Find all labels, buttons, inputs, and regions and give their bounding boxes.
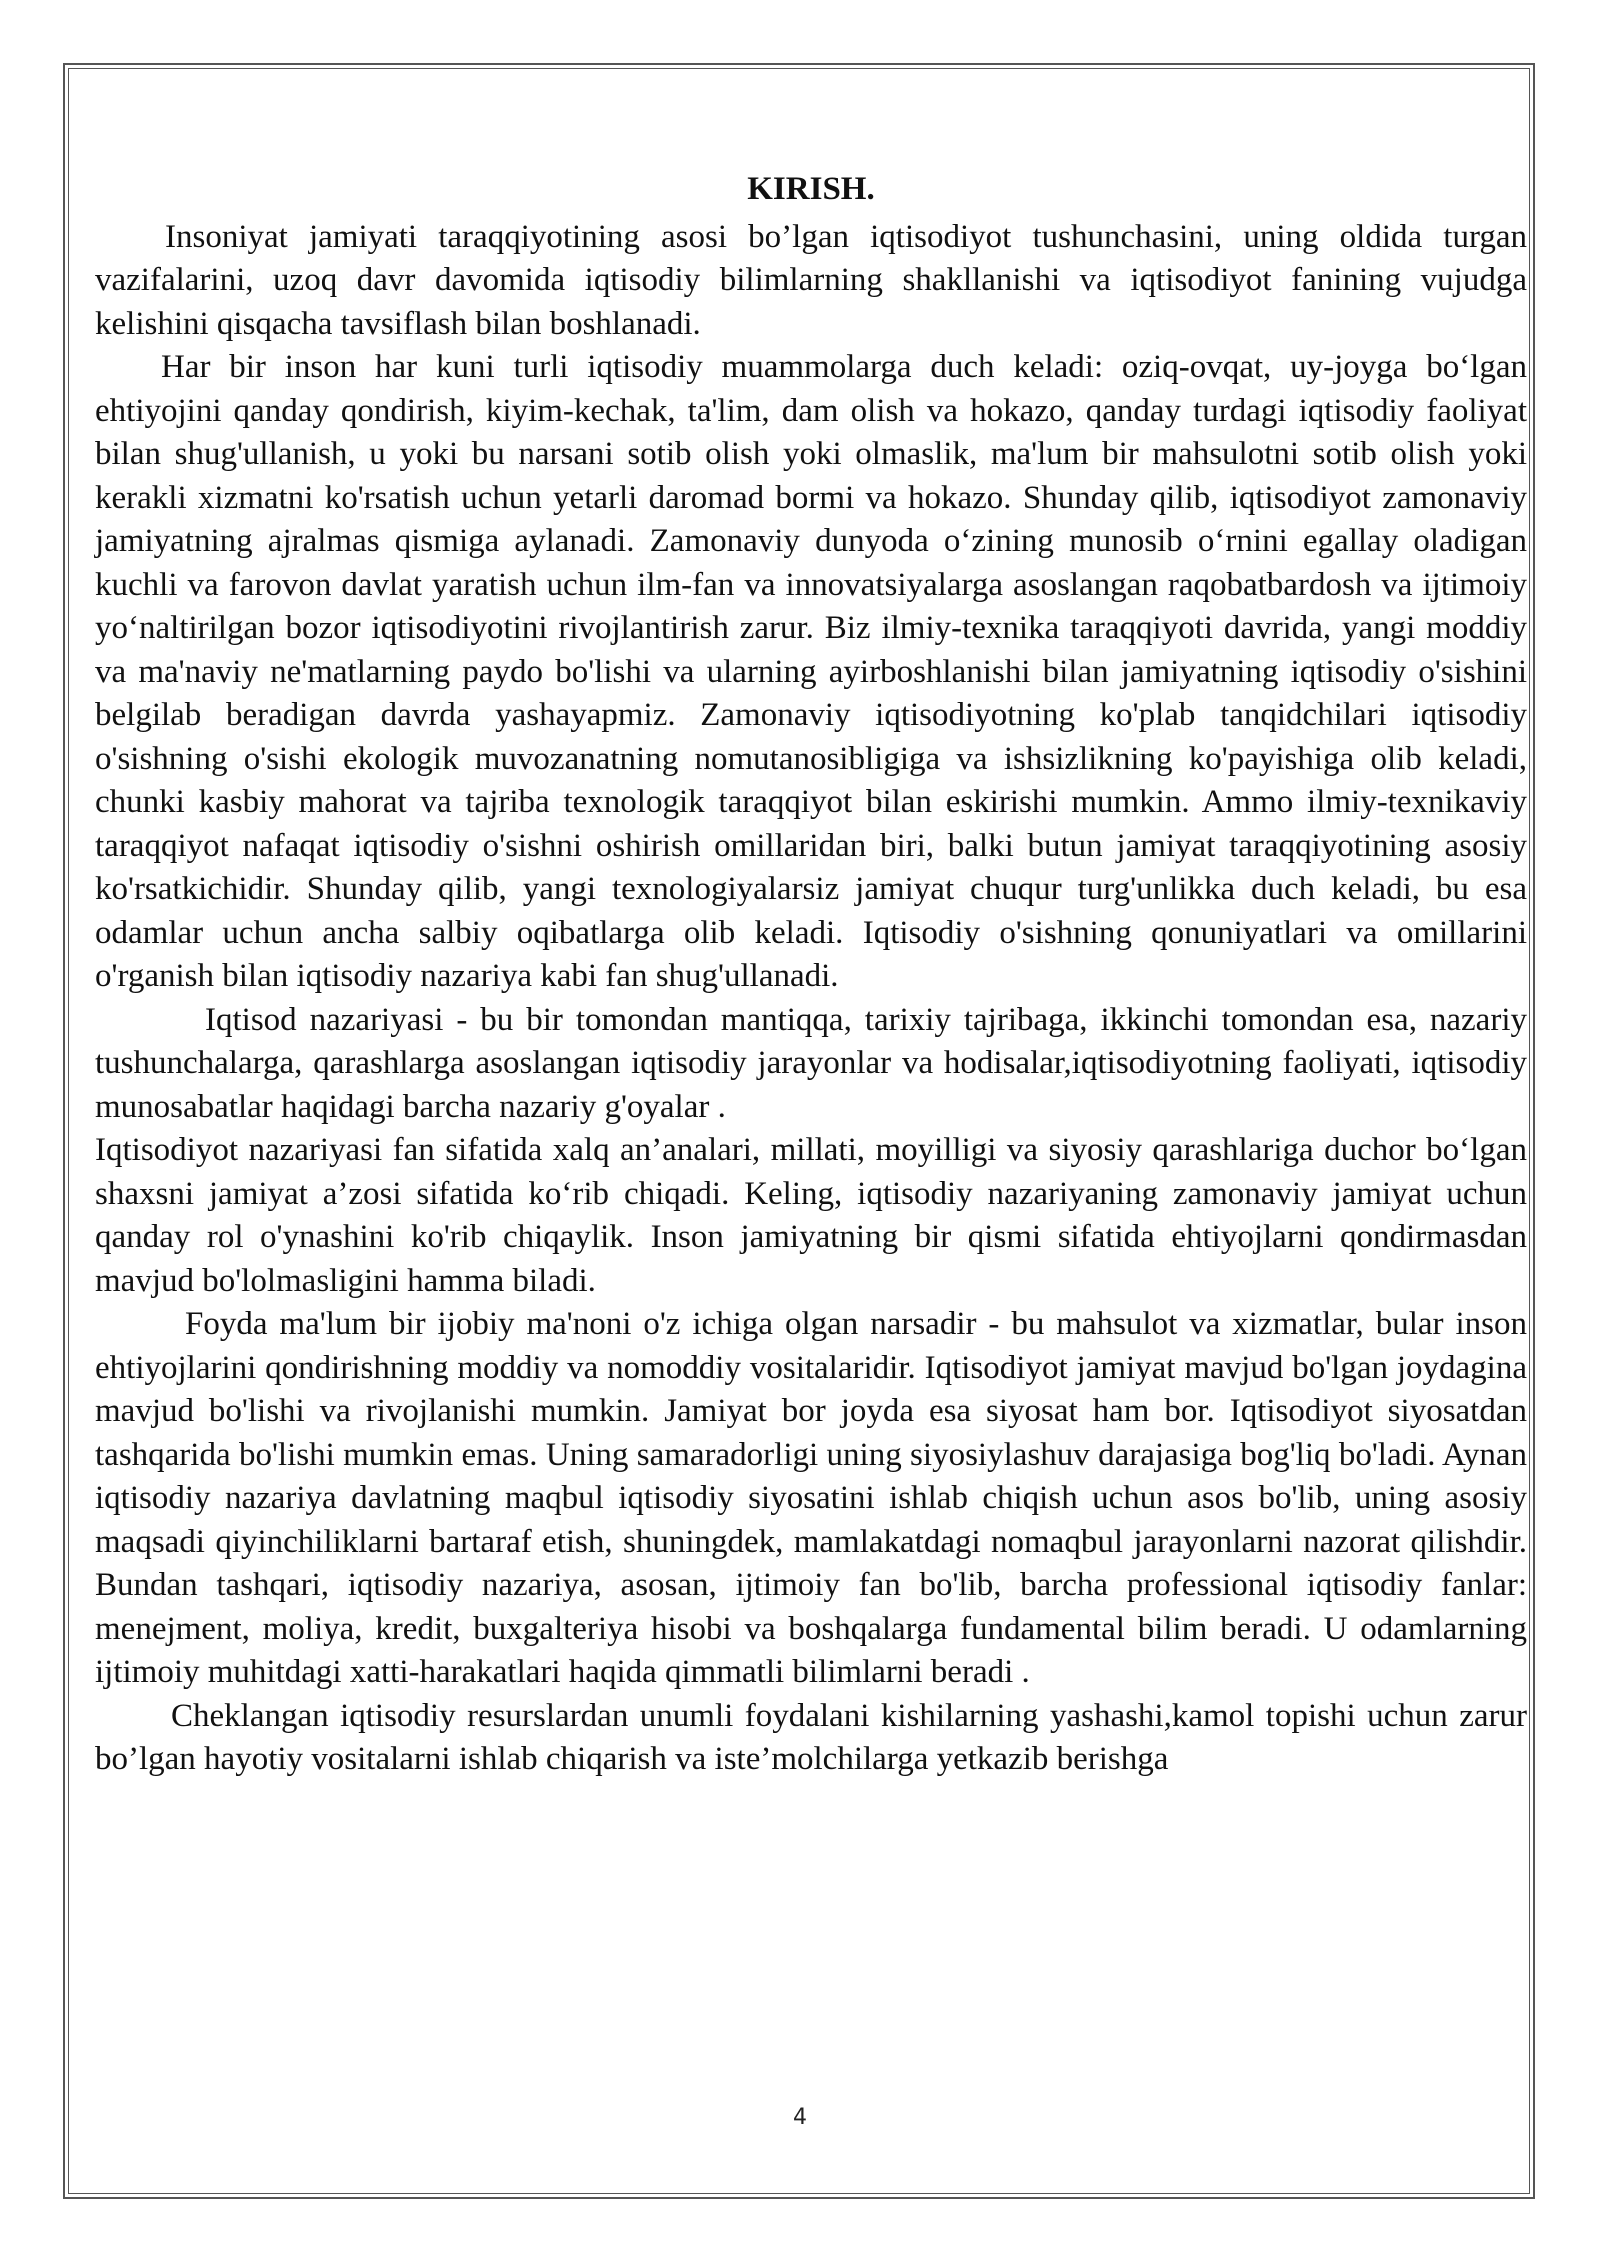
paragraph-economic-theory-definition: Iqtisod nazariyasi - bu bir tomondan mantiqqa, tarixiy tajribaga, ikkinchi tomondan esa, nazariy tushunchalarga, qarashlarga asoslangan iqtisodiy jarayonlar va hodisalar,iqtisodiyotning faoliyati, iqtisodiy munosabatlar haqidagi barcha nazariy g'oyalar . (95, 1001, 1527, 1125)
page-title: KIRISH. (747, 171, 875, 207)
paragraph-economic-problems: Har bir inson har kuni turli iqtisodiy muammolarga duch keladi: oziq-ovqat, uy-joyga bo‘lgan ehtiyojini qanday qondirish, kiyim-kechak, ta'lim, dam olish va hokazo, qanday turdagi iqtisodiy faoliyat bilan shug'ullanish, u yoki bu narsani sotib olish yoki olmaslik, ma'lum bir mahsulotni sotib olish yoki kerakli xizmatni ko'rsatish uchun yetarli daromad bormi va hokazo. Shunday qilib, iqtisodiyot zamonaviy jamiyatning ajralmas qismiga aylanadi. Zamonaviy dunyoda o‘zining munosib o‘rnini egallay oladigan kuchli va farovon davlat yaratish uchun ilm-fan va innovatsiyalarga asoslangan raqobatbardosh va ijtimoiy yo‘naltirilgan bozor iqtisodiyotini rivojlantirish zarur. Biz ilmiy-texnika taraqqiyoti davrida, yangi moddiy va ma'naviy ne'matlarning paydo bo'lishi va ularning ayirboshlanishi bilan jamiyatning iqtisodiy o'sishini belgilab beradigan davrda yashayapmiz. Zamonaviy iqtisodiyotning ko'plab tanqidchilari iqtisodiy o'sishning o'sishi ekologik muvozanatning nomutanosibligiga va ishsizlikning ko'payishiga olib keladi, chunki kasbiy mahorat va tajriba texnologik taraqqiyot bilan eskirishi mumkin. Ammo ilmiy-texnikaviy taraqqiyot nafaqat iqtisodiy o'sishni oshirish omillaridan biri, balki butun jamiyat taraqqiyotining asosiy ko'rsatkichidir. Shunday qilib, yangi texnologiyalarsiz jamiyat chuqur turg'unlikka duch keladi, bu esa odamlar uchun ancha salbiy oqibatlarga olib keladi. Iqtisodiy o'sishning qonuniyatlari va omillarini o'rganish bilan iqtisodiy nazariya kabi fan shug'ullanadi. (95, 349, 1527, 994)
document-body (95, 168, 1527, 1782)
paragraph-economic-theory-role: Iqtisodiyot nazariyasi fan sifatida xalq an’analari, millati, moyilligi va siyosiy qarashlariga duchor bo‘lgan shaxsni jamiyat a’zosi sifatida ko‘rib chiqadi. Keling, iqtisodiy nazariyaning zamonaviy jamiyat uchun qanday rol o'ynashini ko'rib chiqaylik. Inson jamiyatning bir qismi sifatida ehtiyojlarni qondirmasdan mavjud bo'lolmasligini hamma biladi. (95, 1132, 1527, 1299)
paragraph-limited-resources: Cheklangan iqtisodiy resurslardan unumli foydalani kishilarning yashashi,kamol topishi uchun zarur bo’lgan hayotiy vositalarni ishlab chiqarish va iste’molchilarga yetkazib berishga (95, 1697, 1527, 1777)
page-number: 4 (793, 2105, 807, 2130)
paragraph-benefit-policy: Foyda ma'lum bir ijobiy ma'noni o'z ichiga olgan narsadir - bu mahsulot va xizmatlar, bular inson ehtiyojlarini qondirishning moddiy va nomoddiy vositalaridir. Iqtisodiyot jamiyat mavjud bo'lgan joydagina mavjud bo'lishi va rivojlanishi mumkin. Jamiyat bor joyda esa siyosat ham bor. Iqtisodiyot siyosatdan tashqarida bo'lishi mumkin emas. Uning samaradorligi uning siyosiylashuv darajasiga bog'liq bo'ladi. Aynan iqtisodiy nazariya davlatning maqbul iqtisodiy siyosatini ishlab chiqish uchun asos bo'lib, uning asosiy maqsadi qiyinchiliklarni bartaraf etish, shuningdek, mamlakatdagi nomaqbul jarayonlarni nazorat qilishdir. Bundan tashqari, iqtisodiy nazariya, asosan, ijtimoiy fan bo'lib, barcha professional iqtisodiy fanlar: menejment, moliya, kredit, buxgalteriya hisobi va boshqalarga fundamental bilim beradi. U odamlarning ijtimoiy muhitdagi xatti-harakatlari haqida qimmatli bilimlarni beradi . (95, 1306, 1527, 1690)
paragraph-intro: Insoniyat jamiyati taraqqiyotining asosi bo’lgan iqtisodiyot tushunchasini, uning oldida turgan vazifalarini, uzoq davr davomida iqtisodiy bilimlarning shakllanishi va iqtisodiyot fanining vujudga kelishini qisqacha tavsiflash bilan boshlanadi. (95, 218, 1527, 342)
